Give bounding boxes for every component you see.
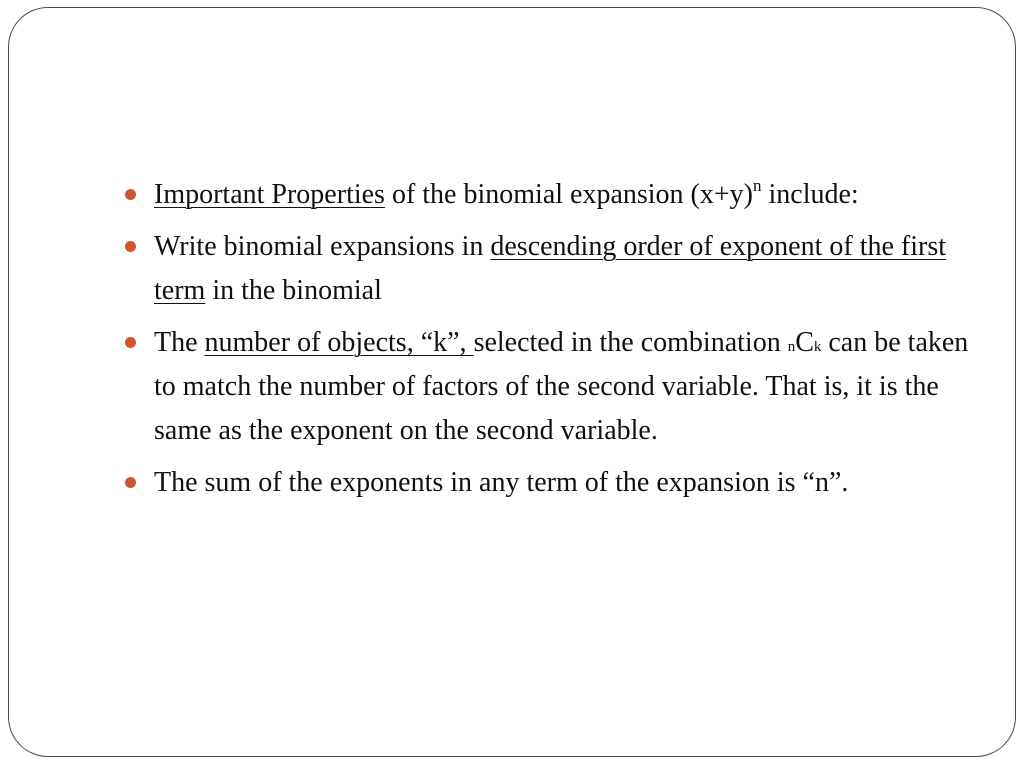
bullet-item-number-of-objects: [121, 321, 981, 453]
bullet-list: [121, 173, 981, 513]
bullet-text: can be taken to match the number of factors of the second variable. That is, it is the same as the exponent on the second variable.: [154, 327, 969, 446]
bullet-item-descending-order: [121, 225, 981, 313]
bullet-dot-icon: [125, 477, 136, 488]
bullet-text: The sum of the exponents in any term of the expansion is “n”.: [154, 467, 849, 498]
combination-symbol: C: [795, 327, 814, 358]
combination-suffix: k: [813, 339, 822, 355]
bullet-text: Write binomial expansions in: [154, 231, 491, 262]
bullet-text: include:: [761, 179, 859, 210]
exponent-superscript: n: [753, 176, 762, 195]
underlined-phrase: descending order of exponent of the first term: [154, 231, 947, 306]
bullet-dot-icon: [125, 241, 136, 252]
underlined-phrase: number of objects, “k”,: [204, 327, 474, 358]
bullet-text: The: [154, 327, 205, 358]
bullet-dot-icon: [125, 337, 136, 348]
combination-prefix: n: [787, 339, 796, 355]
bullet-text: of the binomial expansion (x+y): [384, 179, 753, 210]
important-properties-link[interactable]: Important Properties: [154, 179, 385, 210]
slide-frame: [8, 7, 1016, 757]
bullet-text: selected in the combination: [473, 327, 788, 358]
bullet-item-properties: [121, 173, 981, 217]
bullet-dot-icon: [125, 189, 136, 200]
bullet-item-sum-of-exponents: [121, 461, 981, 505]
bullet-text: in the binomial: [205, 275, 382, 306]
